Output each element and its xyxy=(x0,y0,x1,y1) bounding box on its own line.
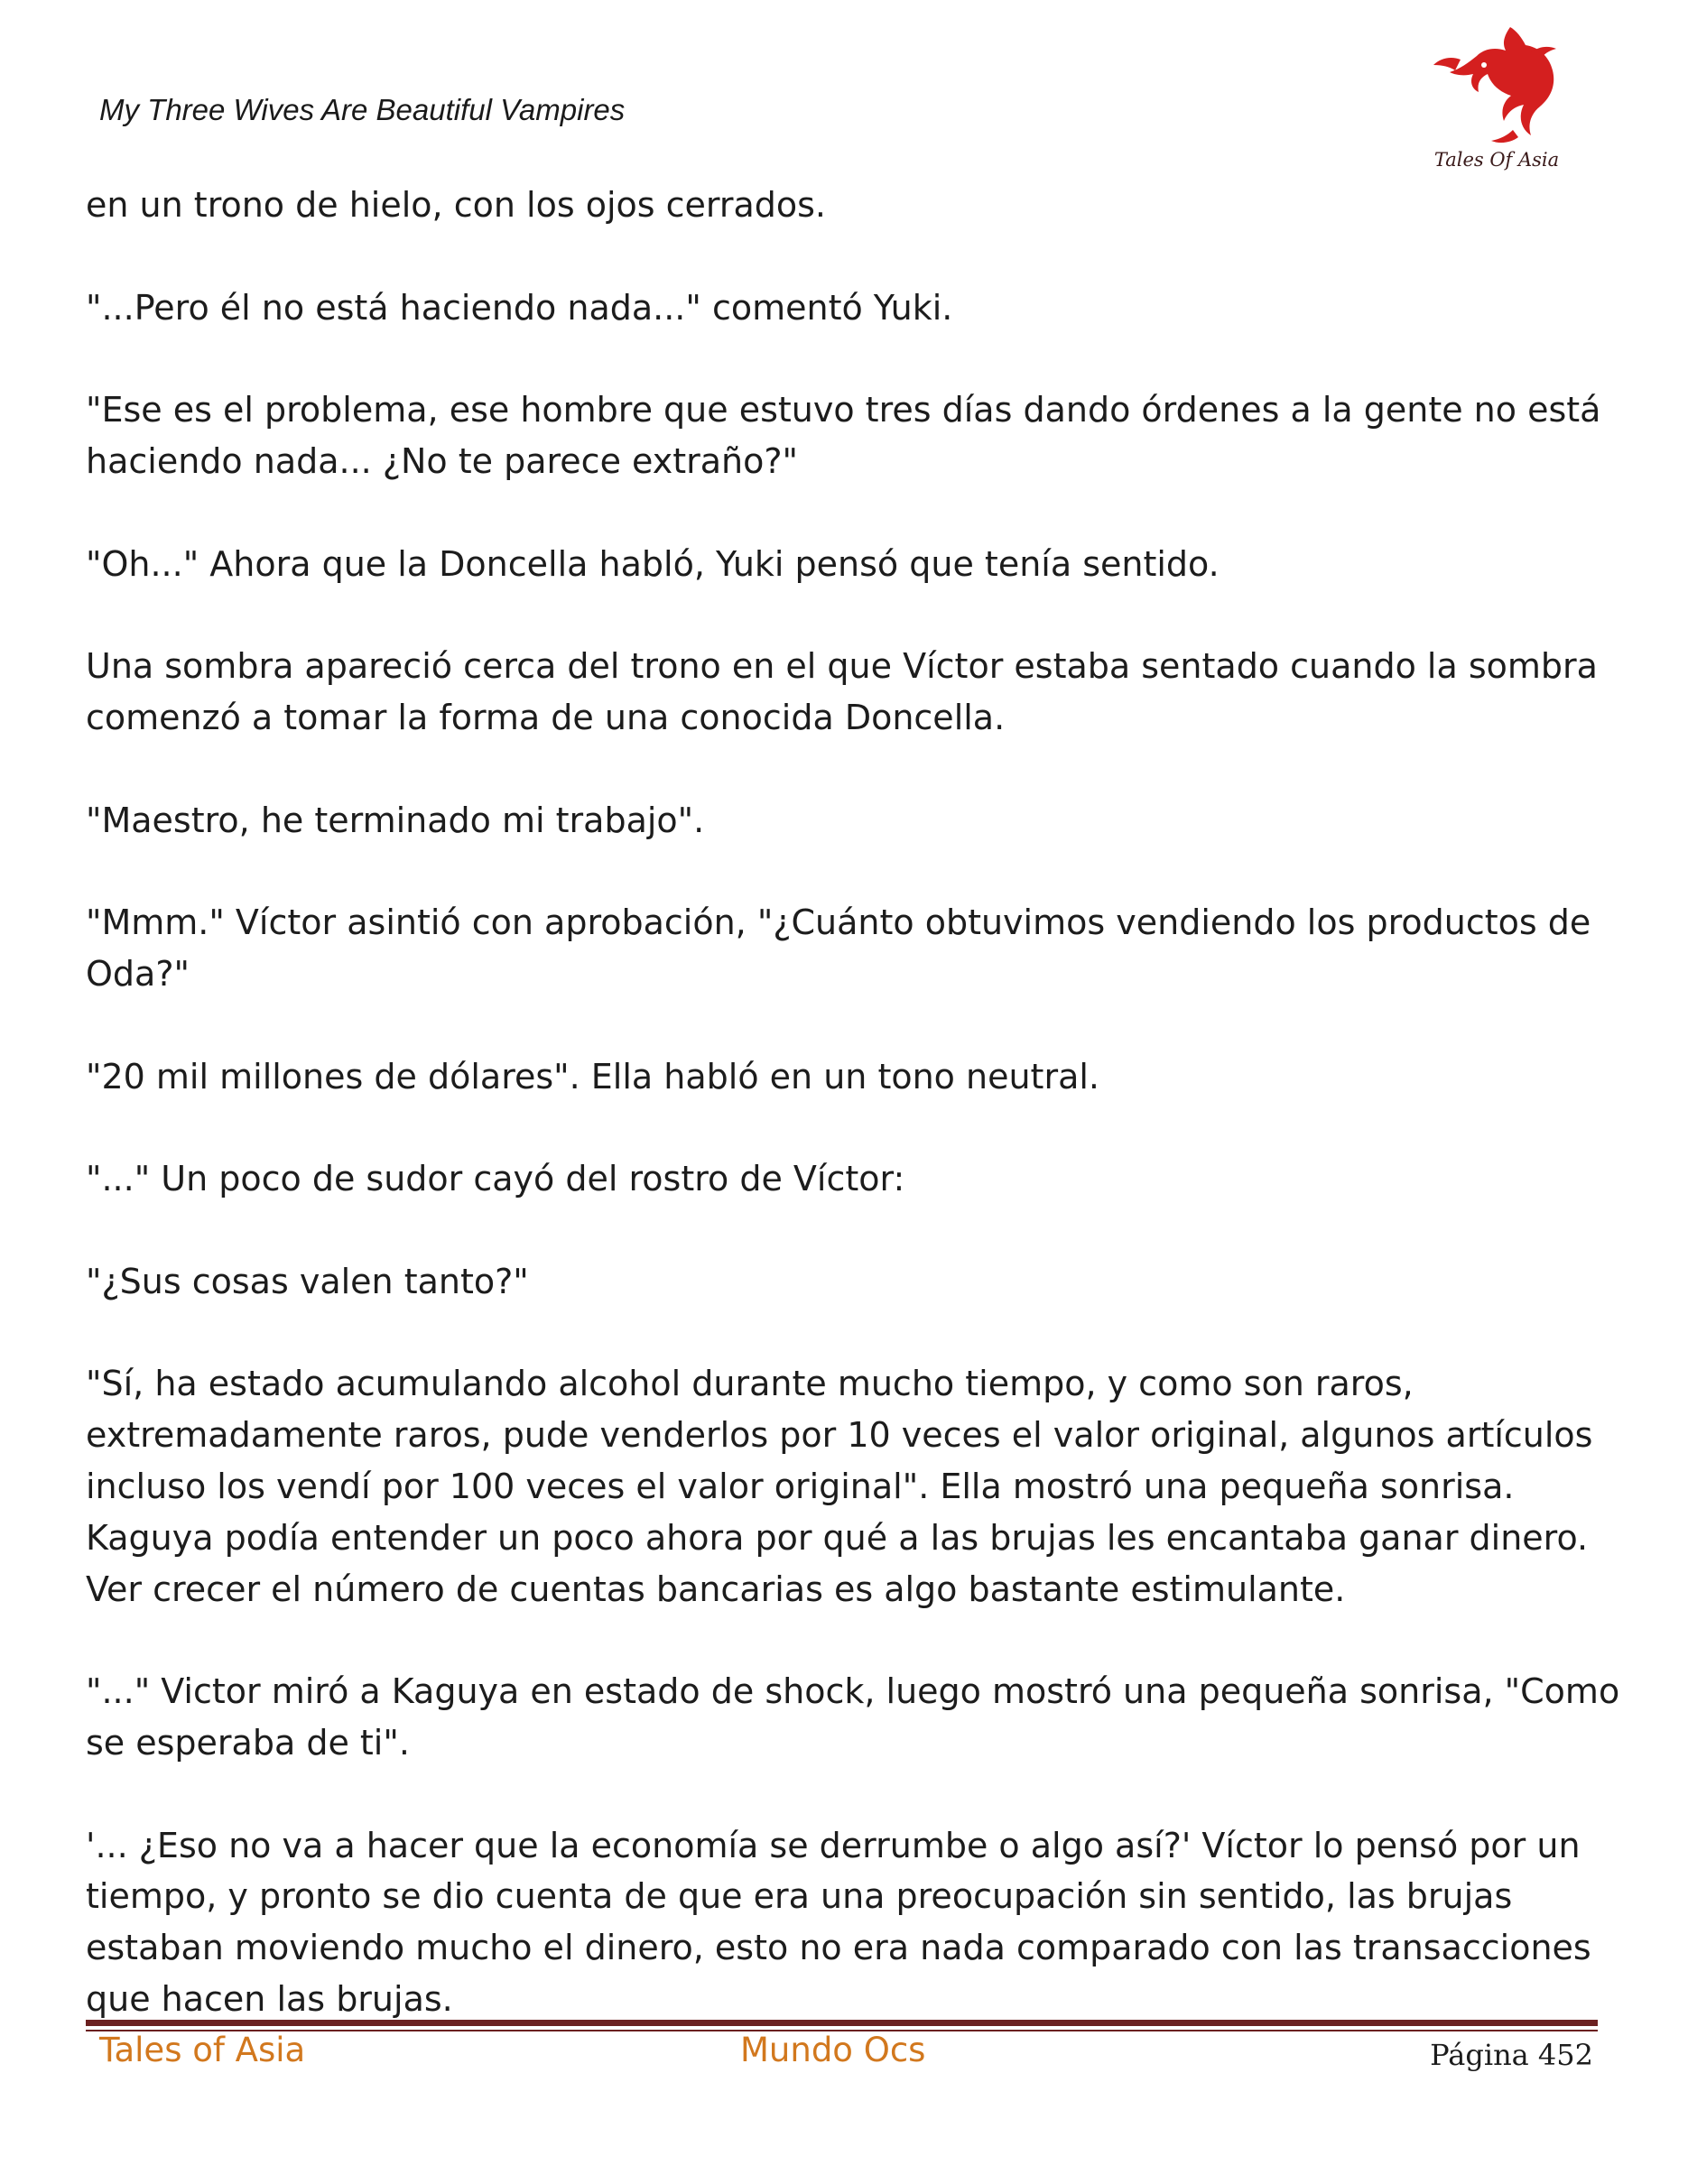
text-line: "Oh..." Ahora que la Doncella habló, Yuki pensó que tenía sentido. xyxy=(86,543,1220,584)
paragraph xyxy=(86,384,1620,487)
dragon-logo-graphic xyxy=(1424,20,1569,151)
text-line: "Sí, ha estado acumulando alcohol durante mucho tiempo, y como son raros, xyxy=(86,1364,1414,1404)
red-dragon-icon xyxy=(1424,20,1569,182)
text-line: "¿Sus cosas valen tanto?" xyxy=(86,1261,529,1301)
text-line: '... ¿Eso no va a hacer que la economía se derrumbe o algo así?' Víctor lo pensó por un xyxy=(86,1825,1581,1865)
text-line: Una sombra apareció cerca del trono en el que Víctor estaba sentado cuando la sombra xyxy=(86,646,1598,687)
text-line: Kaguya podía entender un poco ahora por qué a las brujas les encantaba ganar dinero. xyxy=(86,1517,1589,1558)
paragraph xyxy=(86,180,1620,231)
text-line: Ver crecer el número de cuentas bancarias es algo bastante estimulante. xyxy=(86,1569,1346,1609)
paragraph xyxy=(86,795,1620,847)
text-line: incluso los vendí por 100 veces el valor original". Ella mostró una pequeña sonrisa. xyxy=(86,1466,1515,1506)
text-line: haciendo nada... ¿No te parece extraño?" xyxy=(86,440,799,481)
text-line: Oda?" xyxy=(86,953,190,994)
text-line: comenzó a tomar la forma de una conocida Doncella. xyxy=(86,697,1006,737)
text-line: extremadamente raros, pude venderlos por 10 veces el valor original, algunos artículos xyxy=(86,1415,1593,1456)
paragraph xyxy=(86,897,1620,1000)
text-line: tiempo, y pronto se dio cuenta de que era una preocupación sin sentido, las brujas xyxy=(86,1876,1513,1917)
paragraph xyxy=(86,1358,1620,1615)
page-number: Página 452 xyxy=(1430,2038,1593,2072)
footer-divider-thick xyxy=(86,2020,1598,2026)
text-line: "20 mil millones de dólares". Ella habló en un tono neutral. xyxy=(86,1056,1100,1097)
text-line: "...Pero él no está haciendo nada..." comentó Yuki. xyxy=(86,287,953,328)
paragraph xyxy=(86,641,1620,744)
paragraph xyxy=(86,1666,1620,1769)
paragraph xyxy=(86,1820,1620,2025)
chapter-body xyxy=(86,180,1620,2076)
paragraph xyxy=(86,282,1620,334)
text-line: "Maestro, he terminado mi trabajo". xyxy=(86,800,705,840)
text-line: en un trono de hielo, con los ojos cerrados. xyxy=(86,185,827,225)
text-line: "Ese es el problema, ese hombre que estuvo tres días dando órdenes a la gente no está xyxy=(86,390,1601,430)
text-line: "..." Victor miró a Kaguya en estado de shock, luego mostró una pequeña sonrisa, "Como xyxy=(86,1671,1620,1712)
footer-site-name: Tales of Asia xyxy=(99,2031,306,2069)
text-line: "..." Un poco de sudor cayó del rostro de Víctor: xyxy=(86,1159,905,1199)
text-line: se esperaba de ti". xyxy=(86,1722,410,1763)
footer-section-name: Mundo Ocs xyxy=(740,2031,926,2069)
text-line: "Mmm." Víctor asintió con aprobación, "¿Cuánto obtuvimos vendiendo los productos de xyxy=(86,902,1591,943)
text-line: que hacen las brujas. xyxy=(86,1978,453,2019)
paragraph xyxy=(86,1256,1620,1308)
logo-caption: Tales Of Asia xyxy=(1433,149,1560,171)
paragraph xyxy=(86,539,1620,590)
paragraph xyxy=(86,1051,1620,1103)
paragraph xyxy=(86,1153,1620,1205)
book-title: My Three Wives Are Beautiful Vampires xyxy=(99,93,626,126)
text-line: estaban moviendo mucho el dinero, esto no era nada comparado con las transacciones xyxy=(86,1928,1591,1968)
